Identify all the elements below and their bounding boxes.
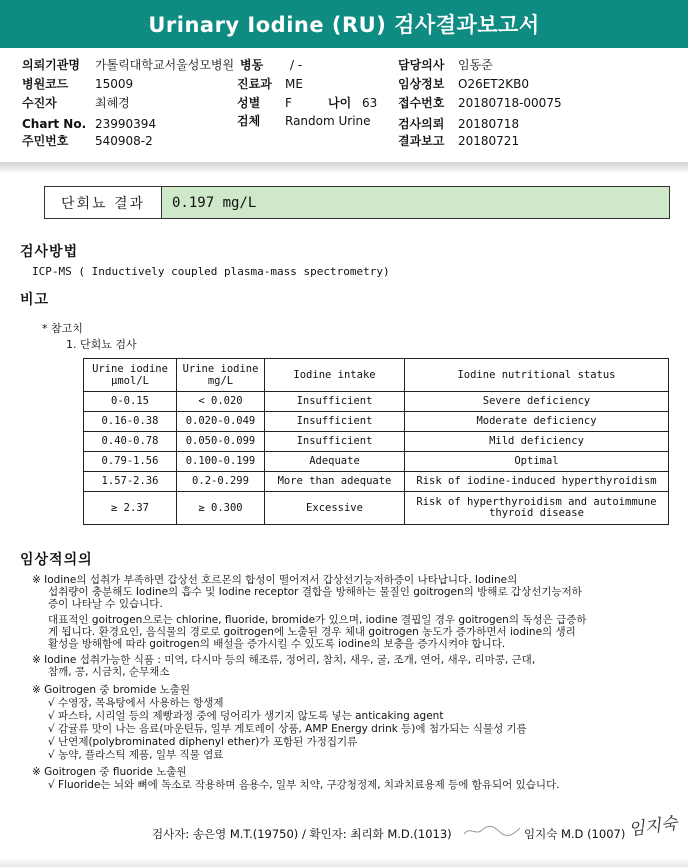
method-heading: 검사방법 [20, 244, 79, 260]
examiner-signature-line: 검사자: 송은영 M.T.(19750) / 확인자: 최리화 M.D.(1013) [152, 827, 452, 841]
clinical-line: √ 난연제(polybrominated diphenyl ether)가 포함된 가정집기류 [48, 736, 358, 748]
table-cell: Insufficient [265, 432, 405, 452]
hospcode-label: 병원코드 [22, 77, 69, 91]
reference-table [83, 358, 669, 525]
table-cell: 0.020-0.049 [177, 412, 265, 432]
report-date-label: 결과보고 [398, 134, 445, 148]
rrn-value: 540908-2 [95, 134, 153, 148]
table-cell: Insufficient [265, 412, 405, 432]
table-row [84, 472, 669, 492]
dept-value: ME [285, 77, 303, 91]
table-cell: 0.2-0.299 [177, 472, 265, 492]
clinical-line: 게 됩니다. 환경요인, 음식물의 경로로 goitrogen에 노출된 경우 체내 goitrogen 농도가 증가하면서 iodine의 생리 [48, 626, 576, 638]
table-cell: 0.100-0.199 [177, 452, 265, 472]
table-cell: Mild deficiency [405, 432, 669, 452]
clinical-line: √ 수영장, 목욕탕에서 사용하는 항생제 [48, 697, 224, 709]
table-cell: 0.16-0.38 [84, 412, 177, 432]
table-row [84, 452, 669, 472]
ward-label: 병동 [240, 58, 264, 72]
clinical-line: ※ Goitrogen 중 fluoride 노출원 [32, 766, 187, 778]
table-cell: ≥ 0.300 [177, 492, 265, 525]
clinical-line: 활성을 방해함에 따라 goitrogen의 배설을 증가시킬 수 있도록 iodine의 보충을 증가시켜야 합니다. [48, 638, 506, 650]
institution-label: 의뢰기관명 [22, 58, 80, 72]
sex-label: 성별 [237, 96, 261, 110]
report-date-value: 20180721 [458, 134, 520, 148]
receipt-label: 접수번호 [398, 96, 445, 110]
clinical-info-label: 임상정보 [398, 77, 445, 91]
age-value: 63 [362, 96, 378, 110]
table-row [84, 492, 669, 525]
clinical-heading: 임상적의의 [20, 552, 93, 568]
table-cell: Excessive [265, 492, 405, 525]
clinical-line: ※ Goitrogen 중 bromide 노출원 [32, 684, 191, 696]
table-cell: Optimal [405, 452, 669, 472]
receipt-value: 20180718-00075 [458, 96, 562, 110]
specimen-label: 검체 [237, 114, 261, 128]
table-cell: ≥ 2.37 [84, 492, 177, 525]
result-label: 단회뇨 결과 [45, 187, 162, 218]
page-bottom-edge [0, 858, 688, 867]
table-cell: More than adequate [265, 472, 405, 492]
chart-label: Chart No. [22, 117, 87, 131]
header-intake: Iodine intake [265, 359, 405, 392]
patient-value: 최혜경 [95, 96, 130, 110]
doctor-label: 담당의사 [398, 58, 445, 72]
table-cell: Insufficient [265, 392, 405, 412]
table-row [84, 392, 669, 412]
table-cell: 0.050-0.099 [177, 432, 265, 452]
clinical-info-value: O26ET2KB0 [458, 77, 529, 91]
result-value: 0.197 mg/L [162, 187, 669, 218]
clinical-line: ※ Iodine 섭취가능한 식품 : 미역, 다시마 등의 해조류, 정어리, 참치, 새우, 굴, 조개, 연어, 새우, 리마콩, 근대, [32, 654, 536, 666]
reference-label: * 참고치 [42, 322, 83, 335]
handwritten-signature: 임지숙 [627, 813, 679, 841]
table-cell: Risk of iodine-induced hyperthyroidism [405, 472, 669, 492]
institution-value: 가톨릭대학교서울성모병원 [95, 58, 235, 72]
table-cell: Adequate [265, 452, 405, 472]
ward-value: / - [290, 58, 303, 72]
header-divider [0, 162, 688, 174]
age-label: 나이 [328, 96, 352, 110]
request-value: 20180718 [458, 117, 520, 131]
table-cell: < 0.020 [177, 392, 265, 412]
table-row [84, 412, 669, 432]
report-title: Urinary Iodine (RU) 검사결과보고서 [0, 0, 688, 48]
dept-label: 진료과 [237, 77, 272, 91]
table-row [84, 432, 669, 452]
hospcode-value: 15009 [95, 77, 134, 91]
clinical-line: √ 감귤류 맛이 나는 음료(마운틴듀, 일부 게토레이 상품, AMP Energy drink 등)에 첨가되는 식물성 기름 [48, 723, 527, 735]
clinical-line: 참깨, 콩, 시금치, 순무채소 [48, 666, 170, 678]
signature-scribble [462, 822, 522, 840]
clinical-line: 증이 나타날 수 있습니다. [48, 598, 163, 610]
clinical-line: ※ Iodine의 섭취가 부족하면 갑상선 호르몬의 합성이 떨어져서 갑상선기능저하증이 나타납니다. Iodine의 [32, 574, 518, 586]
clinical-line: √ Fluoride는 뇌와 뼈에 독소로 작용하며 음용수, 일부 치약, 구강청정제, 치과치료용제 등에 함유되어 있습니다. [48, 779, 560, 791]
clinical-line: 섭취량이 충분해도 Iodine의 흡수 및 Iodine receptor 결합을 방해하는 물질인 goitrogen의 방해로 갑상선기능저하 [48, 586, 582, 598]
table-cell: Severe deficiency [405, 392, 669, 412]
sex-value: F [285, 96, 292, 110]
chart-value: 23990394 [95, 117, 157, 131]
doctor-signature-line: 임지숙 M.D (1007) [524, 827, 626, 841]
header-umol: Urine iodine μmol/L [84, 359, 177, 392]
header-status: Iodine nutritional status [405, 359, 669, 392]
result-box [44, 186, 670, 219]
header-mg: Urine iodine mg/L [177, 359, 265, 392]
method-text: ICP-MS ( Inductively coupled plasma-mass spectrometry) [32, 265, 390, 278]
remarks-heading: 비고 [20, 292, 50, 308]
clinical-line: 대표적인 goitrogen으로는 chlorine, fluoride, bromide가 있으며, iodine 결핍일 경우 goitrogen의 독성은 급증하 [48, 614, 587, 626]
table-cell: 0.79-1.56 [84, 452, 177, 472]
doctor-value: 임동준 [458, 58, 493, 72]
patient-label: 수진자 [22, 96, 57, 110]
request-label: 검사의뢰 [398, 117, 445, 131]
specimen-value: Random Urine [285, 114, 371, 128]
rrn-label: 주민번호 [22, 134, 69, 148]
table-cell: 0.40-0.78 [84, 432, 177, 452]
clinical-line: √ 농약, 플라스틱 제품, 일부 직물 염료 [48, 749, 224, 761]
table-header-row [84, 359, 669, 392]
table-cell: Moderate deficiency [405, 412, 669, 432]
table-cell: 1.57-2.36 [84, 472, 177, 492]
table-cell: 0-0.15 [84, 392, 177, 412]
spot-urine-label: 1. 단회뇨 검사 [66, 338, 137, 351]
table-cell: Risk of hyperthyroidism and autoimmune thyroid disease [405, 492, 669, 525]
patient-info-block [0, 48, 688, 164]
clinical-line: √ 파스타, 시리얼 등의 제빵과정 중에 덩어리가 생기지 않도록 넣는 anticaking agent [48, 710, 444, 722]
